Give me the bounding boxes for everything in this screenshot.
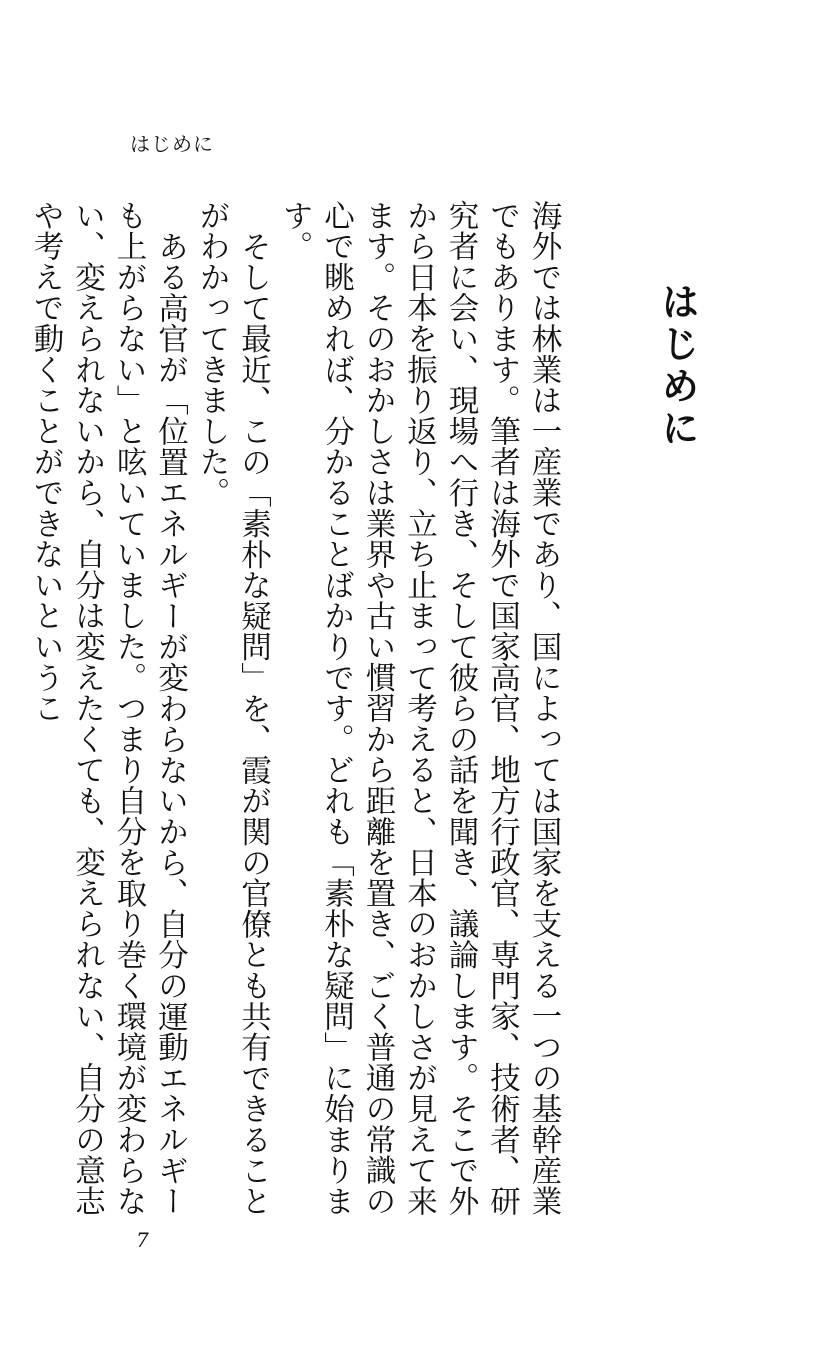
paragraph: そして最近、この「素朴な疑問」を、霞が関の官僚とも共有できることがわかってきました。	[194, 200, 271, 1217]
paragraph: ある高官が「位置エネルギーが変わらないから、自分の運動エネルギーも上がらない」と呟いていました。つまり自分を取り巻く環境が変わらない、変えられないから、自分は変えたくても、変えられない、自分の意志や考えで動くことができないというこ	[28, 200, 188, 1217]
paragraph: 海外では林業は一産業であり、国によっては国家を支える一つの基幹産業でもあります。筆者は海外で国家高官、地方行政官、専門家、技術者、研究者に会い、現場へ行き、そして彼らの話を聞き、議論します。そこで外から日本を振り返り、立ち止まって考えると、日本のおかしさが見えて来ます。そのおかしさは業界や古い慣習から距離を置き、ごく普通の常識の心で眺めれば、分かることばかりです。どれも「素朴な疑問」に始まります。	[277, 200, 561, 1217]
chapter-title: はじめに	[655, 282, 700, 450]
page-number: 7	[136, 1228, 149, 1252]
running-head: はじめに	[130, 132, 214, 156]
body-text	[28, 200, 564, 1225]
